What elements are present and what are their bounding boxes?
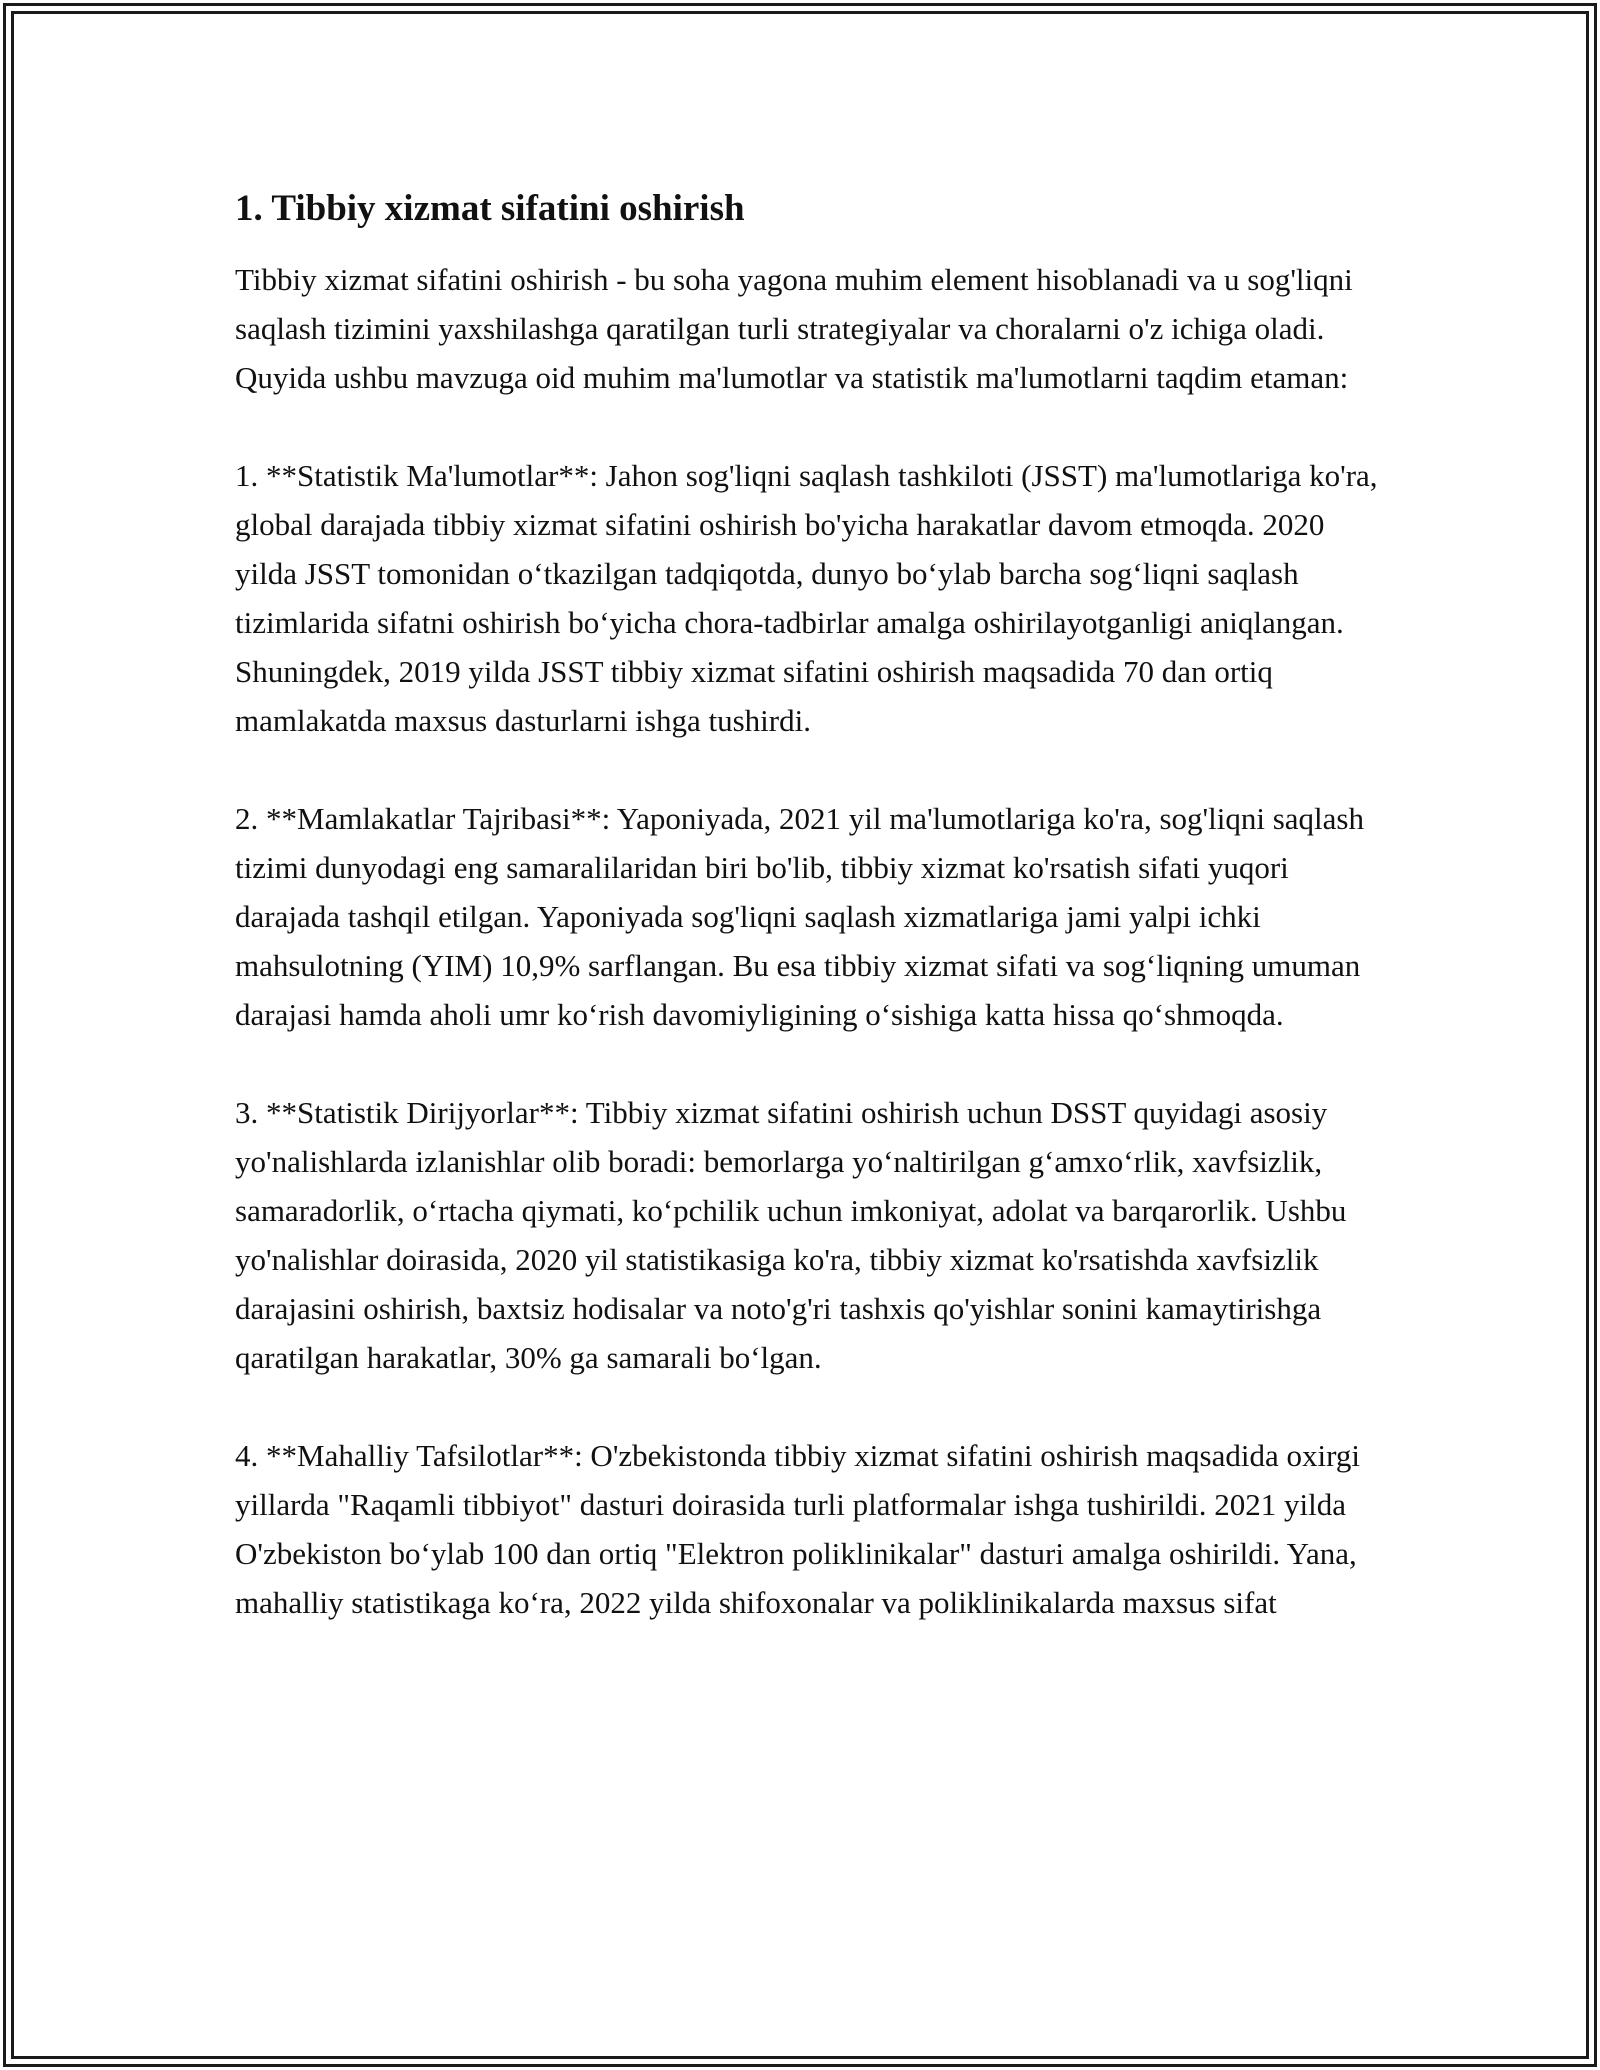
paragraph-statistical-directions: 3. **Statistik Dirijyorlar**: Tibbiy xizmat sifatini oshirish uchun DSST quyidagi asosiy yo'nalishlarda izlanishlar olib boradi: bemorlarga yo‘naltirilgan g‘amxo‘rlik, xavfsizlik, samaradorlik, o‘rtacha qiymati, ko‘pchilik uchun imkoniyat, adolat va barqarorlik. Ushbu yo'nalishlar doirasida, 2020 yil statistikasiga ko'ra, tibbiy xizmat ko'rsatishda xavfsizlik darajasini oshirish, baxtsiz hodisalar va noto'g'ri tashxis qo'yishlar sonini kamaytirishga qaratilgan harakatlar, 30% ga samarali bo‘lgan.	[235, 1095, 1347, 1375]
section-title: 1. Tibbiy xizmat sifatini oshirish	[235, 188, 745, 229]
paragraph-country-experience: 2. **Mamlakatlar Tajribasi**: Yaponiyada, 2021 yil ma'lumotlariga ko'ra, sog'liqni saqlash tizimi dunyodagi eng samaralilaridan biri bo'lib, tibbiy xizmat ko'rsatish sifati yuqori darajada tashqil etilgan. Yaponiyada sog'liqni saqlash xizmatlariga jami yalpi ichki mahsulotning (YIM) 10,9% sarflangan. Bu esa tibbiy xizmat sifati va sog‘liqning umuman darajasi hamda aholi umr ko‘rish davomiyligining o‘sishiga katta hissa qo‘shmoqda.	[235, 801, 1364, 1032]
document-body	[235, 185, 1385, 1676]
intro-paragraph: Tibbiy xizmat sifatini oshirish - bu soha yagona muhim element hisoblanadi va u sog'liqni saqlash tizimini yaxshilashga qaratilgan turli strategiyalar va choralarni o'z ichiga oladi. Quyida ushbu mavzuga oid muhim ma'lumotlar va statistik ma'lumotlarni taqdim etaman:	[235, 262, 1353, 395]
paragraph-local-details: 4. **Mahalliy Tafsilotlar**: O'zbekistonda tibbiy xizmat sifatini oshirish maqsadida oxirgi yillarda "Raqamli tibbiyot" dasturi doirasida turli platformalar ishga tushirildi. 2021 yilda O'zbekiston bo‘ylab 100 dan ortiq "Elektron poliklinikalar" dasturi amalga oshirildi. Yana, mahalliy statistikaga ko‘ra, 2022 yilda shifoxonalar va poliklinikalarda maxsus sifat	[235, 1438, 1360, 1620]
paragraph-statistics: 1. **Statistik Ma'lumotlar**: Jahon sog'liqni saqlash tashkiloti (JSST) ma'lumotlariga ko'ra, global darajada tibbiy xizmat sifatini oshirish bo'yicha harakatlar davom etmoqda. 2020 yilda JSST tomonidan o‘tkazilgan tadqiqotda, dunyo bo‘ylab barcha sog‘liqni saqlash tizimlarida sifatni oshirish bo‘yicha chora-tadbirlar amalga oshirilayotganligi aniqlangan. Shuningdek, 2019 yilda JSST tibbiy xizmat sifatini oshirish maqsadida 70 dan ortiq mamlakatda maxsus dasturlarni ishga tushirdi.	[235, 458, 1378, 738]
